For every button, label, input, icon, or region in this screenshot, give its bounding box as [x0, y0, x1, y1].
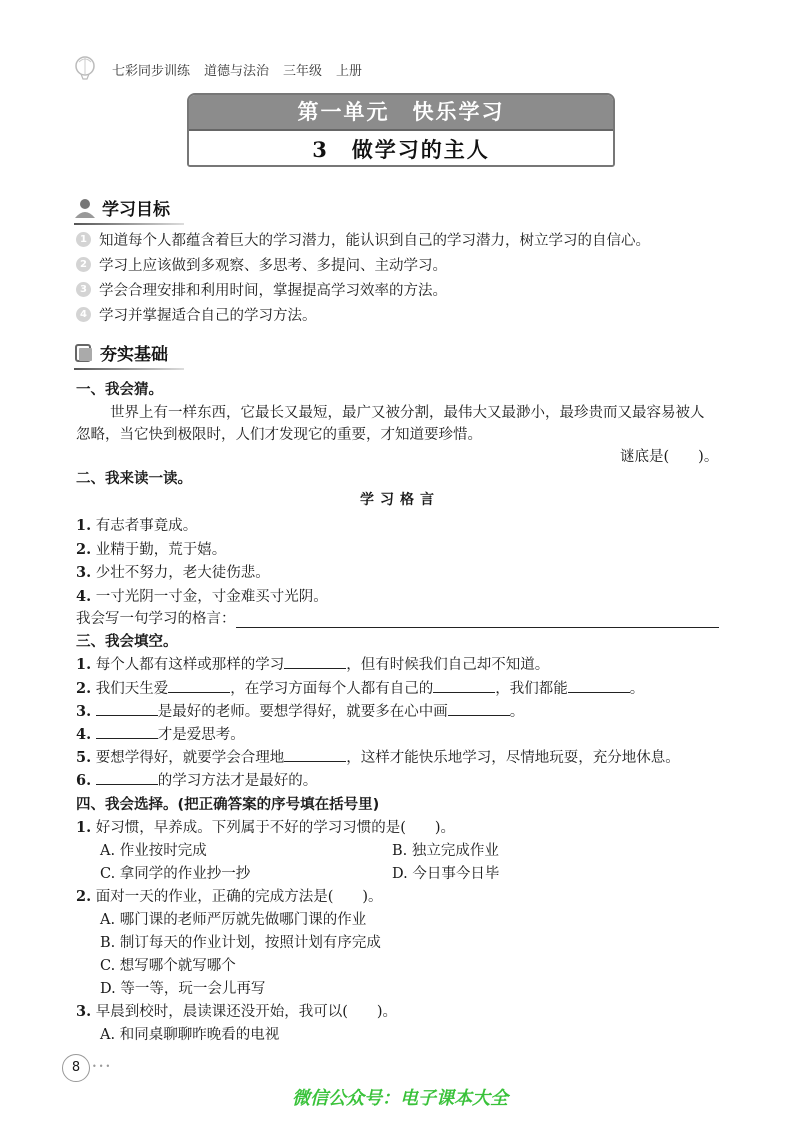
choice-option-a[interactable]: A. 哪门课的老师严厉就先做哪门课的作业	[100, 912, 367, 928]
fill-blank[interactable]	[433, 678, 495, 693]
motto-item: 4. 一寸光阴一寸金，寸金难买寸光阴。	[76, 588, 328, 605]
fill-blank[interactable]	[568, 678, 630, 693]
choice-question: 3. 早晨到校时，晨读课还没开始，我可以( )。	[76, 1003, 398, 1020]
fill-item: 5. 要想学得好，就要学会合理地 ，这样才能快乐地学习，尽情地玩耍，充分地休息。	[76, 749, 680, 766]
fill-item: 3. 是最好的老师。要想学得好，就要多在心中画 。	[76, 703, 525, 720]
fill-item: 2. 我们天生爱 ，在学习方面每个人都有自己的 ，我们都能 。	[76, 680, 645, 697]
goal-item	[76, 304, 317, 325]
goal-text: 知道每个人都蕴含着巨大的学习潜力，能认识到自己的学习潜力，树立学习的自信心。	[99, 233, 650, 249]
fill-blank[interactable]	[448, 701, 510, 716]
watermark: 微信公众号：电子课本大全	[292, 1088, 508, 1109]
q1-answer: 谜底是( )。	[620, 449, 719, 465]
choice-option-a[interactable]: A. 作业按时完成	[100, 843, 207, 859]
goal-text: 学习上应该做到多观察、多思考、多提问、主动学习。	[99, 258, 447, 274]
header-subject: 道德与法治	[204, 63, 270, 79]
goal-number: 2	[76, 257, 91, 272]
person-icon	[74, 198, 96, 218]
choice-option-b[interactable]: B. 独立完成作业	[392, 843, 499, 859]
basics-heading-underline	[74, 368, 184, 370]
goal-item	[76, 279, 447, 300]
fill-item: 1. 每个人都有这样或那样的学习 ，但有时候我们自己却不知道。	[76, 656, 550, 673]
choice-option-d[interactable]: D. 等一等，玩一会儿再写	[100, 981, 266, 997]
unit-title: 第一单元 快乐学习	[189, 95, 613, 129]
fill-blank[interactable]	[96, 701, 158, 716]
motto-item: 2. 业精于勤，荒于嬉。	[76, 541, 227, 558]
hot-air-balloon-icon	[72, 56, 98, 82]
q1-riddle-line-2: 忽略，当它快到极限时，人们才发现它的重要，才知道要珍惜。	[76, 427, 482, 443]
q1-title: 一、我会猜。	[76, 382, 163, 398]
choice-option-b[interactable]: B. 制订每天的作业计划，按照计划有序完成	[100, 935, 381, 951]
q2-title: 二、我来读一读。	[76, 471, 192, 487]
header-series: 七彩同步训练	[112, 63, 191, 79]
goal-number: 3	[76, 282, 91, 297]
choice-option-d[interactable]: D. 今日事今日毕	[392, 866, 500, 882]
goal-number: 1	[76, 232, 91, 247]
page-number-decoration: •••	[92, 1062, 113, 1071]
fill-blank[interactable]	[284, 654, 346, 669]
fill-blank[interactable]	[284, 747, 346, 762]
goals-heading	[74, 195, 170, 220]
header-grade: 三年级	[283, 63, 323, 79]
motto-item: 3. 少壮不努力，老大徒伤悲。	[76, 564, 270, 581]
choice-question: 2. 面对一天的作业，正确的完成方法是( )。	[76, 888, 383, 905]
fill-item: 6. 的学习方法才是最好的。	[76, 772, 318, 789]
q1-riddle-line-1: 世界上有一样东西，它最长又最短，最广又被分割，最伟大又最渺小，最珍贵而又最容易被人	[110, 405, 705, 421]
goal-text: 学习并掌握适合自己的学习方法。	[99, 308, 317, 324]
fill-blank[interactable]	[168, 678, 230, 693]
motto-item: 1. 有志者事竟成。	[76, 517, 198, 534]
motto-write-row	[76, 607, 719, 628]
q4-title: 四、我会选择。(把正确答案的序号填在括号里)	[76, 797, 380, 813]
header-term: 上册	[336, 63, 363, 79]
book-icon	[74, 343, 94, 363]
title-box	[187, 93, 615, 167]
fill-blank[interactable]	[96, 724, 158, 739]
choice-option-c[interactable]: C. 想写哪个就写哪个	[100, 958, 236, 974]
q3-title: 三、我会填空。	[76, 634, 178, 650]
goals-heading-underline	[74, 223, 184, 225]
fill-item: 4. 才是爱思考。	[76, 726, 245, 743]
goal-item	[76, 254, 447, 275]
goals-heading-text: 学习目标	[102, 200, 170, 220]
page-header	[72, 57, 362, 81]
lesson-title: 3 做学习的主人	[189, 129, 613, 167]
motto-title: 学习格言	[360, 492, 440, 508]
page-number: 8	[62, 1054, 90, 1082]
goal-item	[76, 229, 650, 250]
basics-heading-text: 夯实基础	[100, 345, 168, 365]
motto-write-prompt: 我会写一句学习的格言：	[76, 611, 236, 627]
goal-number: 4	[76, 307, 91, 322]
motto-write-blank[interactable]	[236, 613, 719, 628]
choice-question: 1. 好习惯，早养成。下列属于不好的学习习惯的是( )。	[76, 819, 456, 836]
fill-blank[interactable]	[96, 770, 158, 785]
choice-option-a[interactable]: A. 和同桌聊聊昨晚看的电视	[100, 1027, 280, 1043]
choice-option-c[interactable]: C. 拿同学的作业抄一抄	[100, 866, 251, 882]
goal-text: 学会合理安排和利用时间，掌握提高学习效率的方法。	[99, 283, 447, 299]
basics-heading	[74, 340, 168, 365]
